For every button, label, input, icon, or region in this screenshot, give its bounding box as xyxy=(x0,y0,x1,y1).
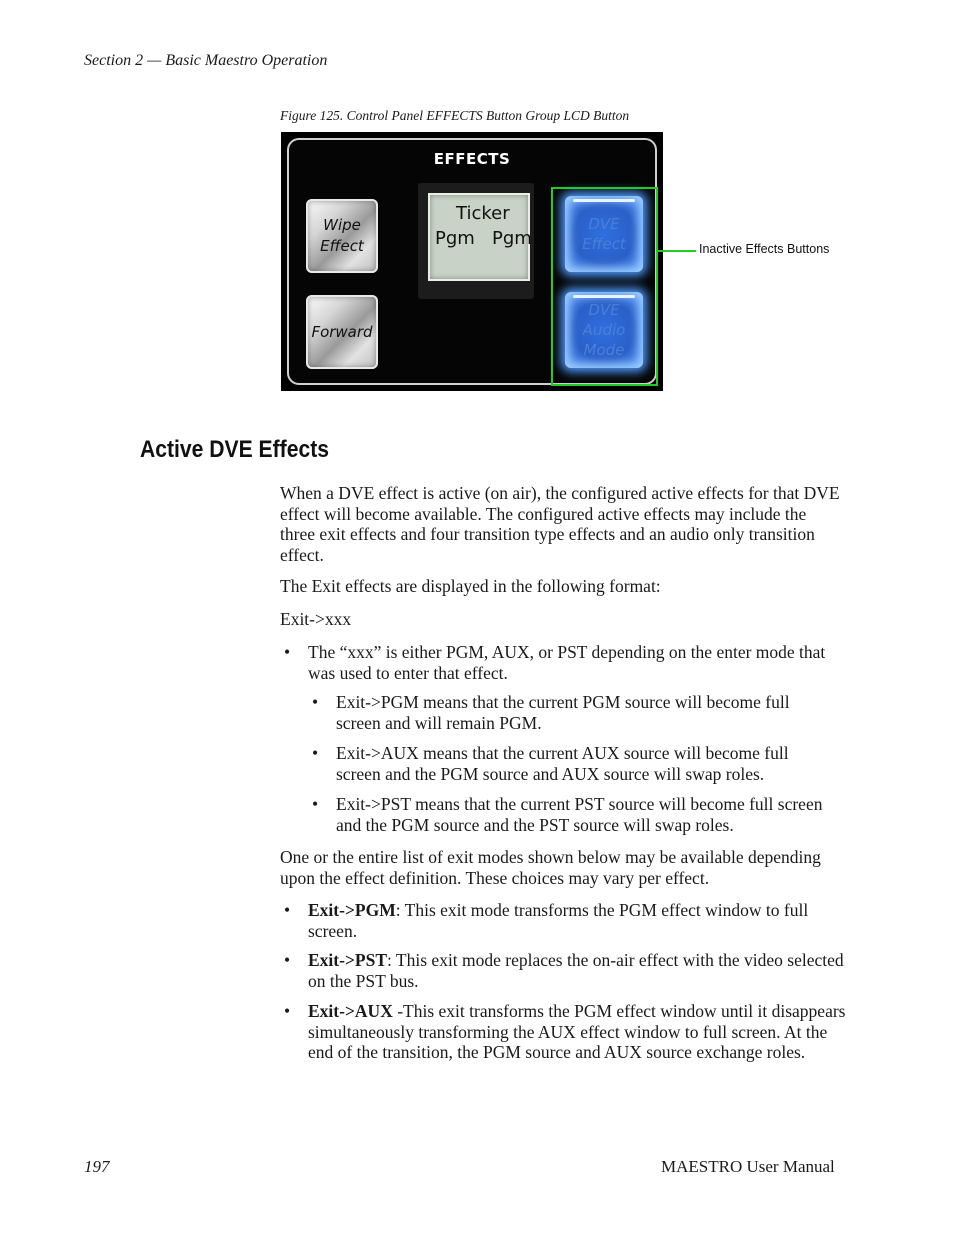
wipe-effect-label-2: Effect xyxy=(320,237,364,255)
paragraph-format: The Exit effects are displayed in the following format: xyxy=(280,576,661,596)
wipe-effect-button xyxy=(306,199,378,273)
page-number: 197 xyxy=(84,1157,110,1176)
wipe-effect-label-1: Wipe xyxy=(323,216,361,234)
forward-label: Forward xyxy=(311,322,373,341)
dve-effect-label-1: DVE xyxy=(588,215,620,233)
figure-caption: Figure 125. Control Panel EFFECTS Button Group LCD Button xyxy=(280,108,630,123)
bullet-xxx: The “xxx” is either PGM, AUX, or PST depending on the enter mode that was used to enter that effect. xyxy=(308,642,826,683)
list-item-exit-pst xyxy=(308,950,848,991)
list-item-exit-pgm xyxy=(308,900,848,941)
desc-exit-pst: : This exit mode replaces the on-air effect with the video selected on the PST bus. xyxy=(308,950,844,991)
bullet-marker: • xyxy=(284,900,291,920)
panel-title: EFFECTS xyxy=(433,150,511,168)
bullet-marker: • xyxy=(284,642,291,662)
running-head: Section 2 — Basic Maestro Operation xyxy=(84,52,328,69)
sub-bullet-exit-pgm: Exit->PGM means that the current PGM source will become full screen and will remain PGM. xyxy=(336,692,790,733)
lcd-screen xyxy=(428,193,530,281)
lcd-line-1: Ticker xyxy=(456,203,510,224)
term-exit-pst: Exit->PST xyxy=(308,950,388,970)
desc-exit-pgm: : This exit mode transforms the PGM effect window to full screen. xyxy=(308,900,809,941)
sub-bullet-exit-pst: Exit->PST means that the current PST source will become full screen and the PGM source and the PST source will swap roles. xyxy=(336,794,823,835)
bullet-marker: • xyxy=(284,1001,291,1021)
paragraph-exit-modes: One or the entire list of exit modes shown below may be available depending upon the effect definition. These choices may vary per effect. xyxy=(280,847,821,888)
dve-audio-label-3: Mode xyxy=(583,341,625,359)
callout-label: Inactive Effects Buttons xyxy=(699,242,830,256)
callout-leader-line xyxy=(656,250,696,252)
paragraph-intro: When a DVE effect is active (on air), the configured active effects for that DVE effect will become available. The configured active effects may include the three exit effects and four transition type effects and an audio only transition effect. xyxy=(280,483,840,565)
dve-effect-label-2: Effect xyxy=(582,235,626,253)
dve-audio-label-1: DVE xyxy=(588,301,620,319)
inactive-buttons-highlight xyxy=(551,187,658,386)
sub-bullet-marker: • xyxy=(312,743,319,763)
dve-audio-label-2: Audio xyxy=(582,321,626,339)
bullet-marker: • xyxy=(284,950,291,970)
sub-bullet-marker: • xyxy=(312,794,319,814)
desc-exit-aux: -This exit transforms the PGM effect window until it disappears simultaneously transforming the AUX effect window to full screen. At the end of the transition, the PGM source and AUX source exchange roles. xyxy=(308,1001,846,1062)
paragraph-exit-format: Exit->xxx xyxy=(280,609,352,629)
term-exit-pgm: Exit->PGM xyxy=(308,900,396,920)
sub-bullet-exit-aux: Exit->AUX means that the current AUX source will become full screen and the PGM source and AUX source will swap roles. xyxy=(336,743,789,784)
manual-title: MAESTRO User Manual xyxy=(661,1157,835,1176)
section-heading: Active DVE Effects xyxy=(140,436,329,463)
list-item-exit-aux xyxy=(308,1001,848,1063)
term-exit-aux: Exit->AUX xyxy=(308,1001,393,1021)
lcd-line-2: Pgm Pgm xyxy=(435,228,532,249)
forward-button xyxy=(306,295,378,369)
sub-bullet-marker: • xyxy=(312,692,319,712)
lcd-button xyxy=(418,183,534,299)
